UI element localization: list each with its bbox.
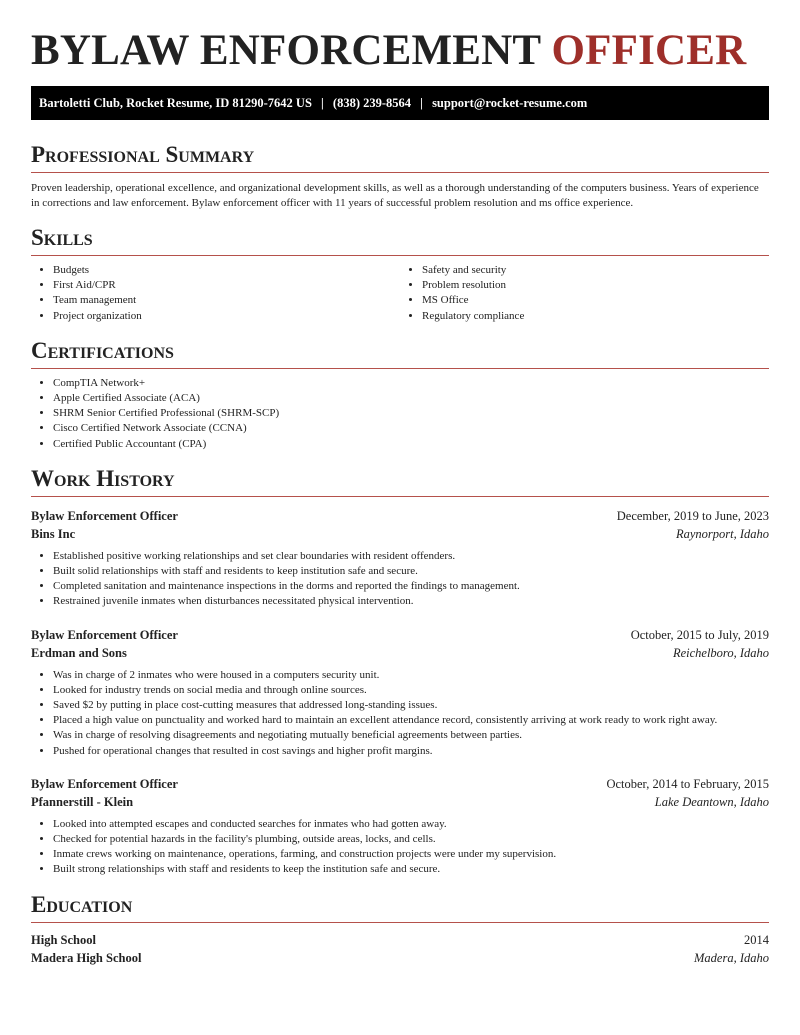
job-header [31,626,769,644]
job-location: Raynorport, Idaho [675,526,769,541]
education-school: Madera High School [31,950,142,965]
job-bullet: • Was in charge of 2 inmates who were housed in a computers security unit. [53,668,769,683]
education-year: 2014 [744,932,769,947]
job-bullet: • Restrained juvenile inmates when disturbances necessitated physical intervention. [53,594,769,609]
job-header [31,507,769,525]
job-company: Bins Inc [31,526,76,541]
job-header [31,775,769,793]
job-entry [31,775,769,878]
contact-separator: | [321,96,324,110]
summary-text: Proven leadership, operational excellence, and organizational development skills, as well as a thorough understanding of the computers business. Years of experience in corrections and law enforcement. Bylaw enforcement officer with 11 years of successful problem resolution and ms office experience. [31,182,759,209]
education-degree: High School [31,932,96,947]
job-bullet: • Checked for potential hazards in the facility's plumbing, outside areas, locks, and cells. [53,832,769,847]
job-title: Bylaw Enforcement Officer [31,508,178,523]
skill-item: • Team management [53,293,400,308]
job-bullet: • Saved $2 by putting in place cost-cutting measures that addressed long-standing issues. [53,698,769,713]
certifications-heading: Certifications [31,338,769,369]
job-bullets [31,817,769,878]
certifications-list [31,376,769,452]
skill-item: • Regulatory compliance [422,309,769,324]
skill-item: • Safety and security [422,263,769,278]
contact-address: Bartoletti Club, Rocket Resume, ID 81290-7642 US [39,96,312,110]
job-dates: October, 2014 to February, 2015 [606,776,769,791]
job-bullet: • Built solid relationships with staff and residents to keep institution safe and secure. [53,564,769,579]
job-subheader [31,644,769,662]
certification-item: • Apple Certified Associate (ACA) [53,391,769,406]
job-entry [31,626,769,759]
job-bullet: • Was in charge of resolving disagreements and negotiating mutually beneficial agreements between parties. [53,728,769,743]
certification-item: • SHRM Senior Certified Professional (SHRM-SCP) [53,406,769,421]
job-bullet: • Looked into attempted escapes and conducted searches for inmates who had gotten away. [53,817,769,832]
skills-heading: Skills [31,225,769,256]
job-title: Bylaw Enforcement Officer [31,627,178,642]
education-heading: Education [31,892,769,923]
job-bullet: • Built strong relationships with staff and residents to keep the institution safe and secure. [53,862,769,877]
job-bullet: • Placed a high value on punctuality and worked hard to maintain an excellent attendance record, consistently arriving at work ready to work right away. [53,713,769,728]
job-company: Pfannerstill - Klein [31,794,134,809]
skill-item: • Project organization [53,309,400,324]
job-dates: December, 2019 to June, 2023 [616,508,769,523]
education-location: Madera, Idaho [694,950,769,965]
education-header [31,931,769,949]
work-history-heading: Work History [31,466,769,497]
job-bullet: • Inmate crews working on maintenance, operations, farming, and construction projects were under my supervision. [53,847,769,862]
summary-heading: Professional Summary [31,142,769,173]
job-company: Erdman and Sons [31,645,127,660]
job-bullet: • Looked for industry trends on social media and through online sources. [53,683,769,698]
skills-column-right [400,263,769,324]
job-location: Lake Deantown, Idaho [654,794,769,809]
certification-item: • CompTIA Network+ [53,376,769,391]
skill-item: • First Aid/CPR [53,278,400,293]
contact-separator: | [420,96,423,110]
resume-title [31,0,769,86]
job-title: Bylaw Enforcement Officer [31,776,178,791]
certification-item: • Certified Public Accountant (CPA) [53,437,769,452]
skill-item: • MS Office [422,293,769,308]
skill-item: • Budgets [53,263,400,278]
contact-email: support@rocket-resume.com [432,96,588,110]
title-last: OFFICER [551,27,747,74]
job-bullet: • Pushed for operational changes that resulted in cost savings and higher profit margins. [53,744,769,759]
skills-list [31,263,769,324]
job-bullet: • Established positive working relationships and set clear boundaries with resident offenders. [53,549,769,564]
job-bullets [31,668,769,759]
contact-bar [31,86,769,120]
education-subheader [31,949,769,967]
job-subheader [31,525,769,543]
education-entry [31,931,769,967]
job-location: Reichelboro, Idaho [672,645,769,660]
job-dates: October, 2015 to July, 2019 [630,627,769,642]
skills-column-left [31,263,400,324]
job-subheader [31,793,769,811]
job-entry [31,507,769,610]
skill-item: • Problem resolution [422,278,769,293]
title-first: BYLAW ENFORCEMENT [31,27,541,74]
job-bullets [31,549,769,610]
job-bullet: • Completed sanitation and maintenance inspections in the dorms and reported the findings to management. [53,579,769,594]
certification-item: • Cisco Certified Network Associate (CCNA) [53,421,769,436]
contact-phone: (838) 239-8564 [332,96,412,110]
